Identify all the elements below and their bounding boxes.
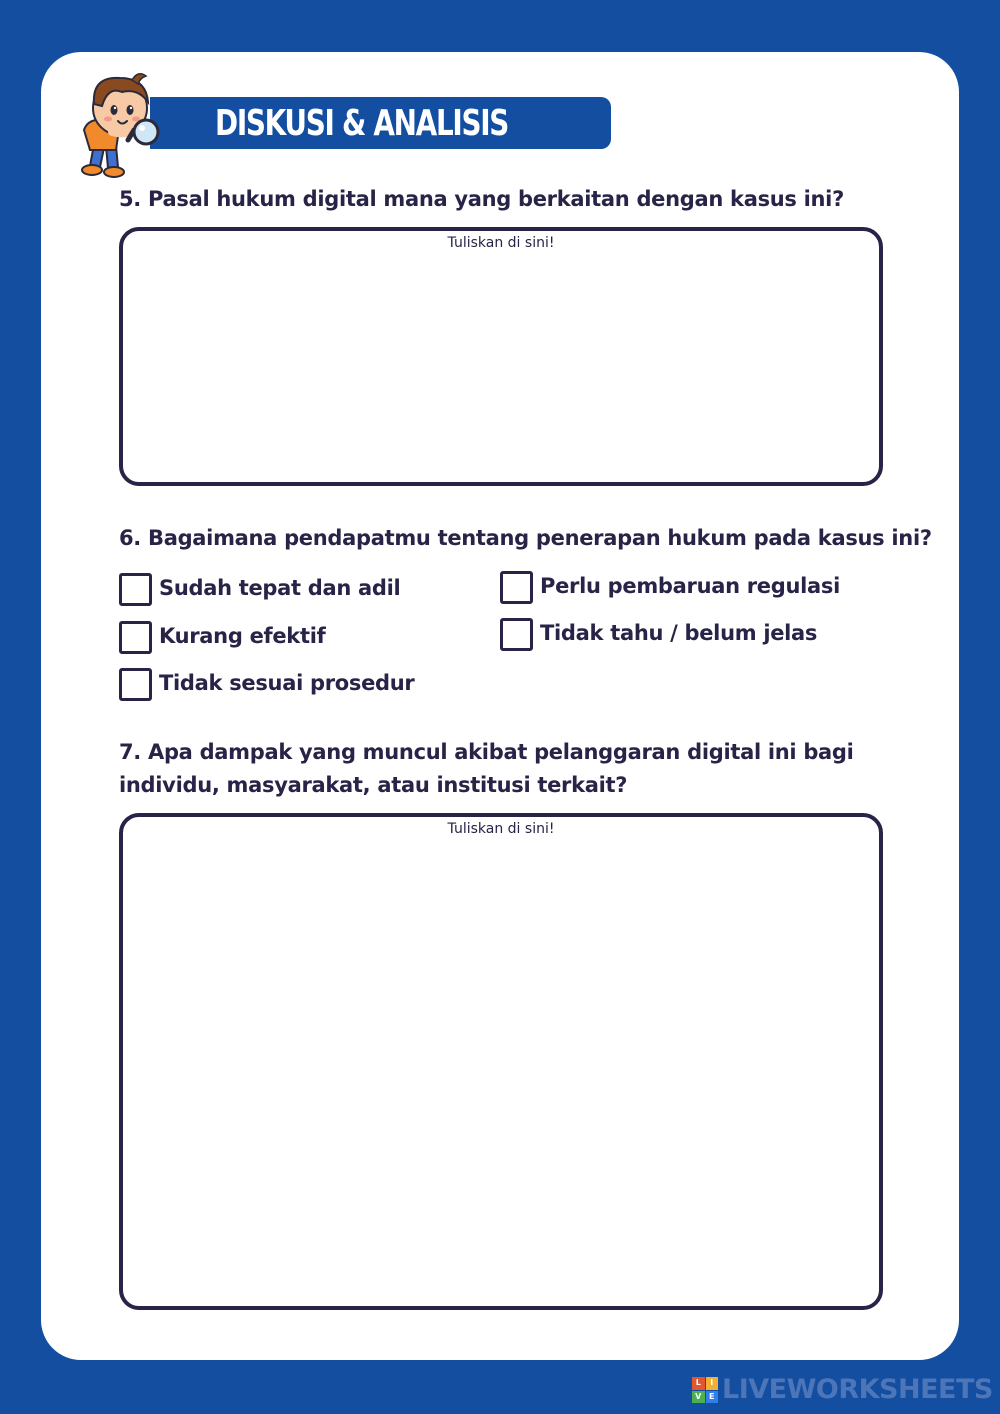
- question-7-text-line-1: 7. Apa dampak yang muncul akibat pelanggaran digital ini bagi: [119, 740, 854, 764]
- option-checkbox[interactable]: [500, 571, 533, 604]
- question-6-text: 6. Bagaimana pendapatmu tentang penerapan hukum pada kasus ini?: [119, 526, 932, 550]
- option-label: Sudah tepat dan adil: [159, 576, 401, 600]
- option-label: Kurang efektif: [159, 624, 326, 648]
- question-7-answer-box[interactable]: [119, 813, 883, 1310]
- option-checkbox[interactable]: [119, 573, 152, 606]
- question-5-answer-hint: Tuliskan di sini!: [447, 235, 555, 251]
- logo-letter: L: [692, 1377, 705, 1390]
- option-label: Perlu pembaruan regulasi: [540, 574, 840, 598]
- question-7-text-line-2: individu, masyarakat, atau institusi terkait?: [119, 773, 628, 797]
- option-checkbox[interactable]: [119, 668, 152, 701]
- page-title: DISKUSI & ANALISIS: [215, 103, 509, 144]
- option-label: Tidak sesuai prosedur: [159, 671, 415, 695]
- option-checkbox[interactable]: [500, 618, 533, 651]
- logo-letter: I: [706, 1377, 719, 1390]
- question-5-answer-box[interactable]: [119, 227, 883, 486]
- question-7-answer-hint: Tuliskan di sini!: [447, 821, 555, 837]
- logo-letter: E: [706, 1391, 719, 1404]
- detective-kid-icon: [72, 66, 167, 178]
- question-5-text: 5. Pasal hukum digital mana yang berkaitan dengan kasus ini?: [119, 187, 844, 211]
- liveworksheets-watermark: [692, 1372, 993, 1408]
- option-label: Tidak tahu / belum jelas: [540, 621, 818, 645]
- option-checkbox[interactable]: [119, 621, 152, 654]
- watermark-text: LIVEWORKSHEETS: [722, 1374, 993, 1405]
- logo-letter: V: [692, 1391, 705, 1404]
- liveworksheets-logo-icon: [692, 1377, 718, 1403]
